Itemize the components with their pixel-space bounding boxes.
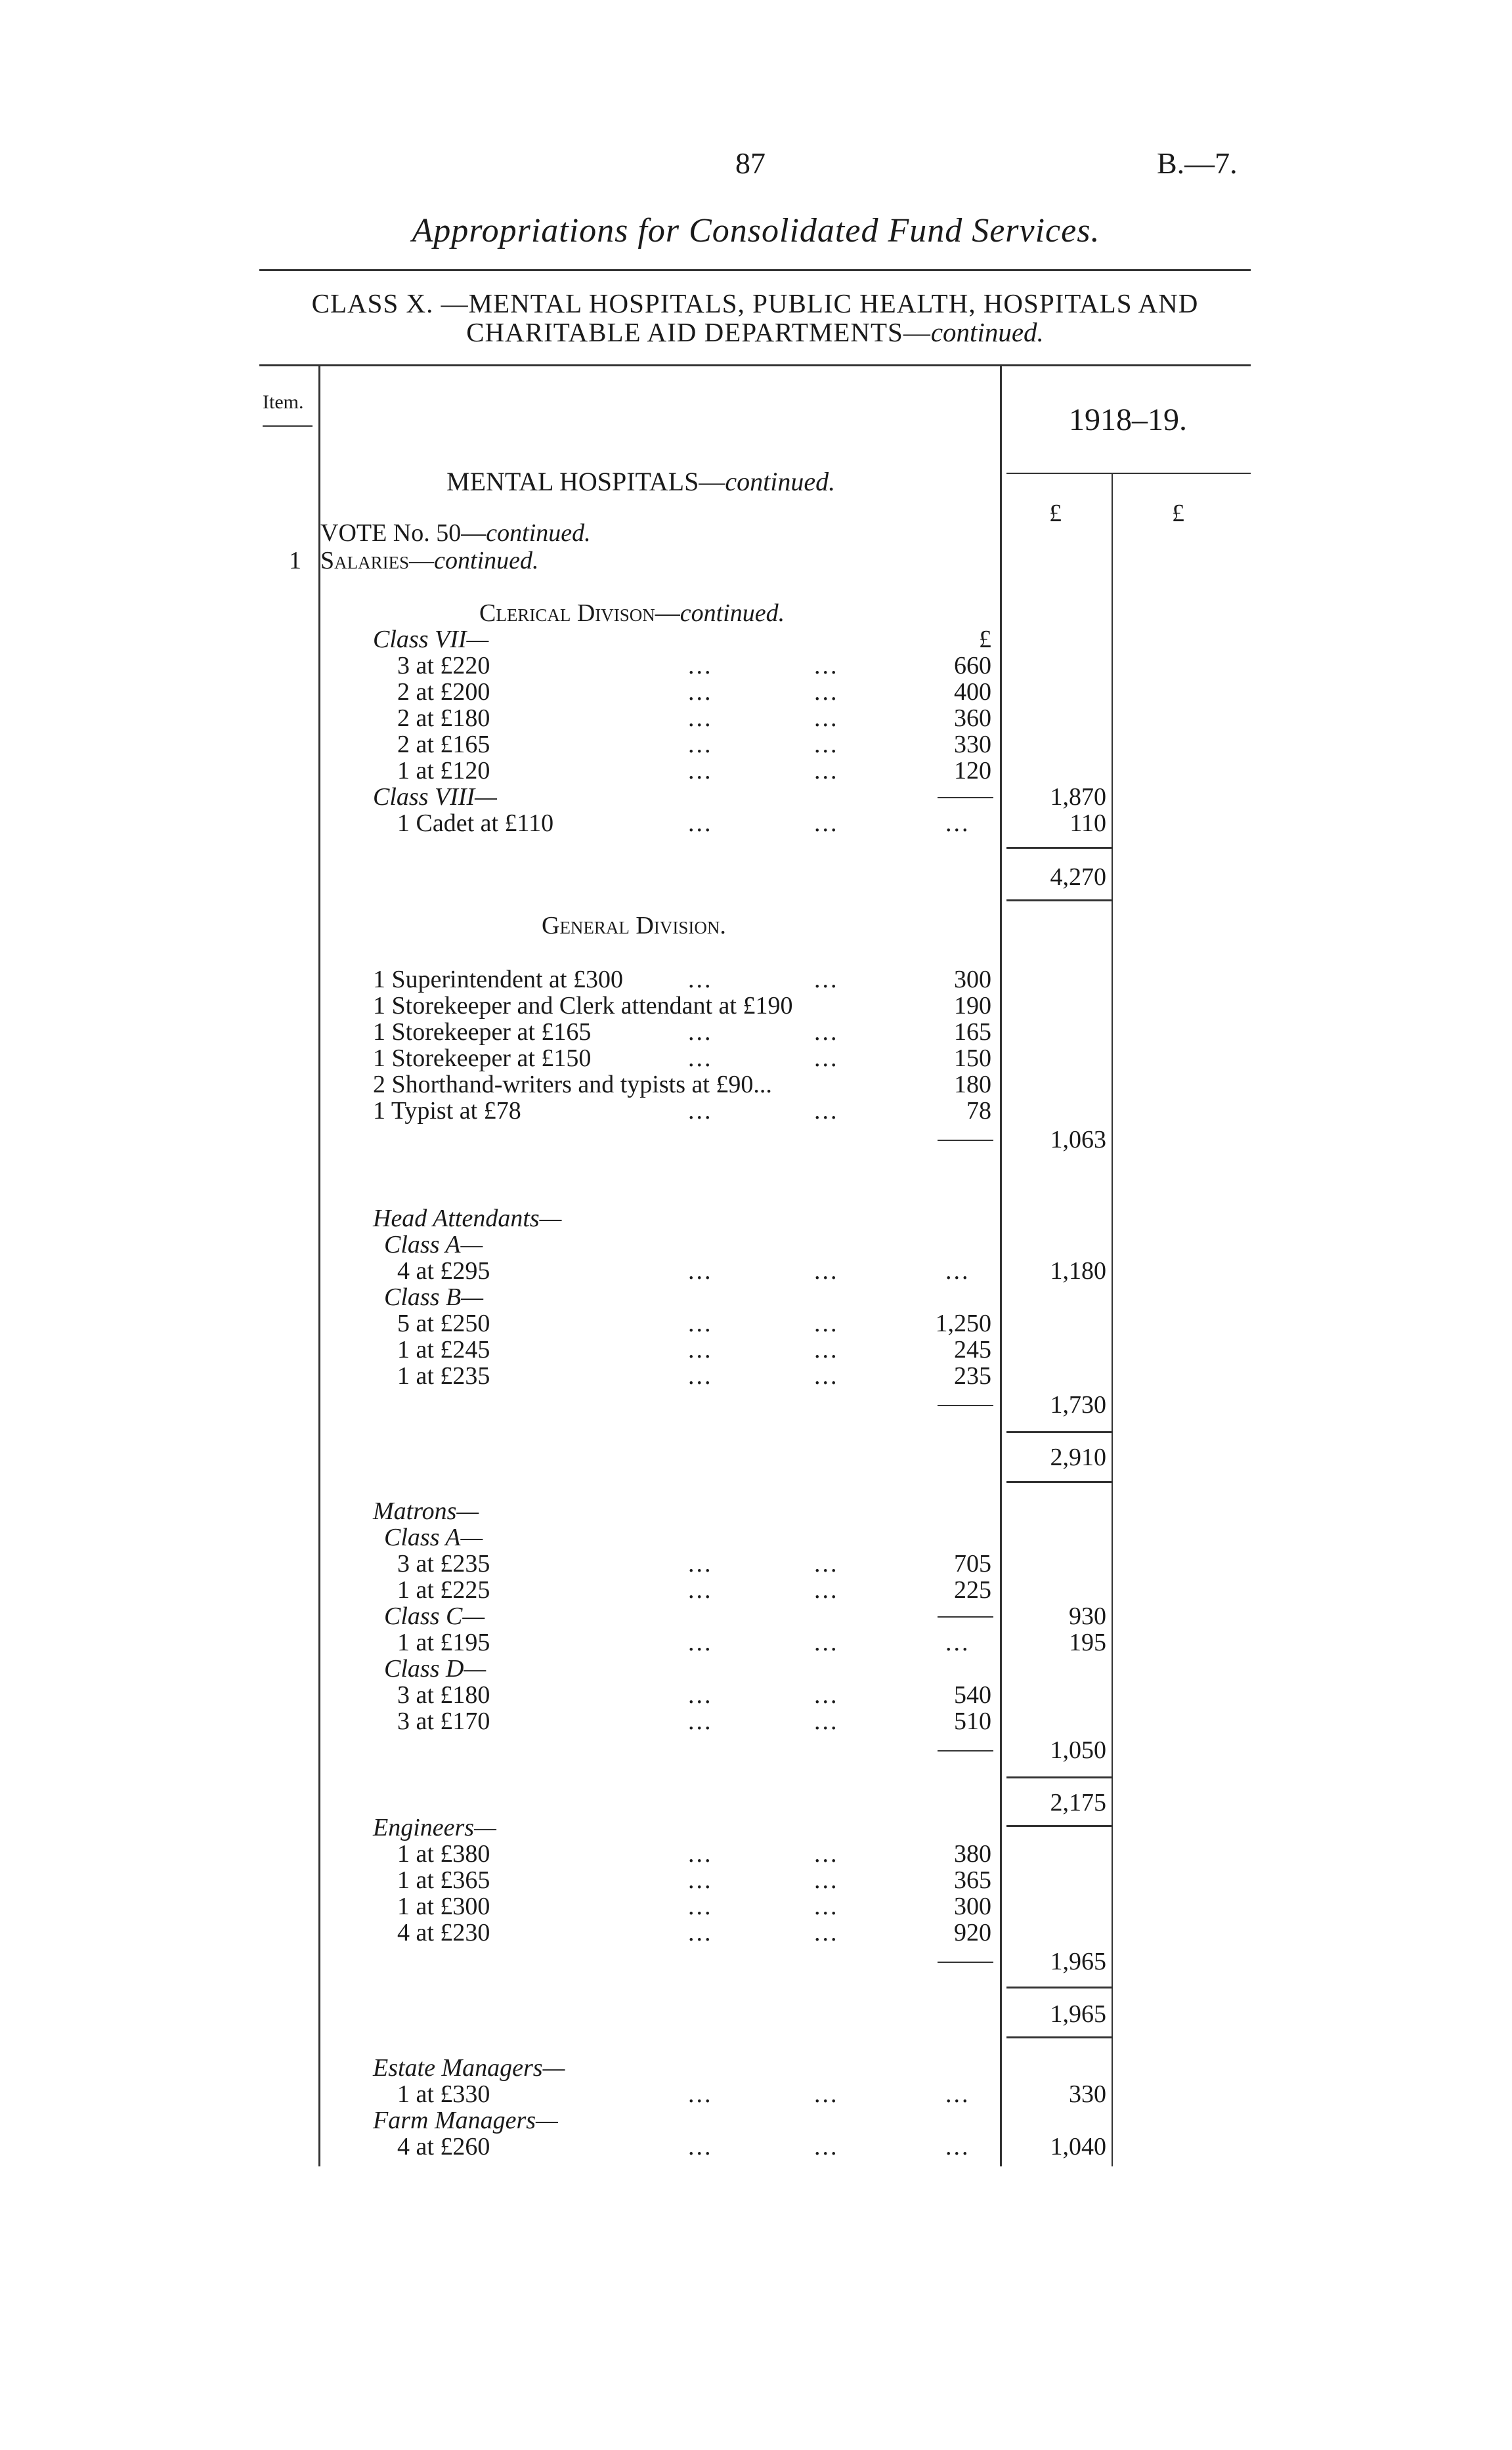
head-attendants-b-label: 5 at £250	[397, 1310, 490, 1337]
total-rule	[1006, 1987, 1112, 1988]
estate-managers-amount: 330	[1069, 2080, 1106, 2108]
head-attendants-b-amount: 245	[954, 1336, 991, 1364]
page-reference: B.—7.	[1157, 146, 1238, 180]
leader-dots: ...	[814, 1629, 839, 1656]
leader-dots: ...	[814, 1362, 839, 1390]
total-rule	[1006, 1431, 1112, 1433]
leader-dots: ...	[814, 704, 839, 732]
clerical-row-amount: 120	[954, 757, 991, 784]
matrons-c-label: 1 at £195	[397, 1629, 490, 1656]
leader-dots: ...	[814, 1018, 839, 1046]
general-row-label: 2 Shorthand-writers and typists at £90...	[373, 1071, 772, 1098]
clerical-row-amount: 360	[954, 704, 991, 732]
general-row-label: 1 Storekeeper at £150	[373, 1044, 592, 1072]
leader-dots: ...	[688, 704, 713, 732]
leader-dots: ...	[814, 1097, 839, 1125]
leader-dots: ...	[688, 1576, 713, 1604]
leader-dots: ...	[688, 966, 713, 993]
leader-dots: ...	[688, 1629, 713, 1656]
general-row-amount: 190	[954, 992, 991, 1020]
leader-dots: ...	[814, 966, 839, 993]
leader-dots: ...	[814, 1310, 839, 1337]
leader-dots: ...	[814, 1840, 839, 1868]
leader-dots: ...	[688, 1919, 713, 1946]
salaries-line: Salaries—continued.	[320, 547, 539, 574]
item-header-underline	[263, 425, 313, 427]
year-subcolumn-line	[1112, 474, 1113, 2166]
head-attendants-a-amount: 1,180	[1050, 1257, 1106, 1285]
matrons-d-label: 3 at £170	[397, 1708, 490, 1735]
matrons-d-amount: 540	[954, 1681, 991, 1709]
total-rule	[1006, 899, 1112, 901]
running-title: Appropriations for Consolidated Fund Services.	[412, 212, 1100, 249]
item-column-line	[318, 364, 320, 2166]
page-number: 87	[735, 146, 766, 180]
leader-dots: ...	[688, 1018, 713, 1046]
general-row-label: 1 Storekeeper at £165	[373, 1018, 592, 1046]
general-heading: General Division.	[542, 912, 726, 939]
leader-dots: ...	[688, 809, 713, 837]
leader-dots: ...	[688, 1550, 713, 1578]
leader-dots: ...	[814, 1681, 839, 1709]
section-title: MENTAL HOSPITALS—continued.	[446, 467, 836, 496]
total-rule	[1006, 1776, 1112, 1778]
leader-dots: ...	[945, 1629, 970, 1656]
vote-line: VOTE No. 50—continued.	[320, 519, 591, 547]
clerical-row-amount: 660	[954, 652, 991, 679]
leader-dots: ...	[945, 2080, 970, 2108]
leader-dots: ...	[688, 2080, 713, 2108]
head-attendants-class-a: Class A—	[384, 1231, 483, 1258]
estate-managers-label: 1 at £330	[397, 2080, 490, 2108]
leader-dots: ...	[688, 1840, 713, 1868]
matrons-a-amount: 705	[954, 1550, 991, 1578]
general-row-label: 1 Typist at £78	[373, 1097, 521, 1125]
engineers-row-amount: 380	[954, 1840, 991, 1868]
leader-dots: ...	[814, 1336, 839, 1364]
leader-dots: ...	[945, 2133, 970, 2160]
clerical-class8-label: Class VIII—	[373, 783, 497, 811]
engineers-heading: Engineers—	[373, 1814, 496, 1841]
engineers-total: 1,965	[1050, 2000, 1106, 2028]
matrons-class-c: Class C—	[384, 1602, 485, 1630]
clerical-heading: Clerical Divison—continued.	[479, 599, 785, 627]
clerical-row-label: 2 at £180	[397, 704, 490, 732]
leader-dots: ...	[688, 1044, 713, 1072]
matrons-total: 2,175	[1050, 1789, 1106, 1816]
engineers-row-label: 1 at £380	[397, 1840, 490, 1868]
matrons-c-amount: 195	[1069, 1629, 1106, 1656]
matrons-a-label: 1 at £225	[397, 1576, 490, 1604]
clerical-row-label: 2 at £200	[397, 678, 490, 706]
leader-dots: ...	[945, 1257, 970, 1285]
general-row-label: 1 Storekeeper and Clerk attendant at £190	[373, 992, 793, 1020]
leader-dots: ...	[688, 1708, 713, 1735]
leader-dots: ...	[688, 1310, 713, 1337]
leader-dots: ...	[688, 1681, 713, 1709]
pound-header-b: £	[1172, 500, 1184, 527]
leader-dots: ...	[688, 678, 713, 706]
leader-dots: ...	[814, 1893, 839, 1920]
leader-dots: ...	[688, 757, 713, 784]
head-attendants-total: 2,910	[1050, 1444, 1106, 1471]
head-attendants-heading: Head Attendants—	[373, 1205, 562, 1232]
clerical-class7-label: Class VII—	[373, 626, 489, 653]
leader-dots: ...	[814, 2080, 839, 2108]
matrons-heading: Matrons—	[373, 1497, 479, 1525]
clerical-cadet-label: 1 Cadet at £110	[397, 809, 554, 837]
head-attendants-b-total: 1,730	[1050, 1391, 1106, 1419]
matrons-a-amount: 225	[954, 1576, 991, 1604]
matrons-class-a: Class A—	[384, 1524, 483, 1551]
farm-managers-amount: 1,040	[1050, 2133, 1106, 2160]
leader-dots: ...	[814, 652, 839, 679]
head-attendants-b-label: 1 at £245	[397, 1336, 490, 1364]
estate-managers-heading: Estate Managers—	[373, 2054, 565, 2082]
total-rule	[1006, 847, 1112, 849]
clerical-row-amount: 400	[954, 678, 991, 706]
total-rule	[1006, 1825, 1112, 1827]
farm-managers-heading: Farm Managers—	[373, 2107, 558, 2134]
clerical-total: 4,270	[1050, 863, 1106, 891]
engineers-row-amount: 365	[954, 1866, 991, 1894]
leader-dots: ...	[814, 1866, 839, 1894]
leader-dots: ...	[688, 2133, 713, 2160]
leader-dots: ...	[814, 1708, 839, 1735]
table-top-rule	[259, 364, 1251, 366]
item-number: 1	[289, 547, 301, 574]
year-header-rule	[1006, 473, 1251, 474]
head-attendants-class-b: Class B—	[384, 1283, 483, 1311]
leader-dots: ...	[945, 809, 970, 837]
engineers-subtotal: 1,965	[1050, 1948, 1106, 1975]
year-column-header: 1918–19.	[1069, 402, 1187, 437]
leader-dots: ...	[688, 652, 713, 679]
leader-dots: ...	[688, 731, 713, 758]
leader-dots: ...	[688, 1362, 713, 1390]
general-total: 1,063	[1050, 1126, 1106, 1153]
clerical-row-label: 2 at £165	[397, 731, 490, 758]
general-row-amount: 300	[954, 966, 991, 993]
engineers-row-amount: 300	[954, 1893, 991, 1920]
general-row-amount: 180	[954, 1071, 991, 1098]
matrons-d-total: 1,050	[1050, 1736, 1106, 1764]
leader-dots: ...	[814, 2133, 839, 2160]
head-attendants-b-amount: 235	[954, 1362, 991, 1390]
leader-dots: ...	[814, 1919, 839, 1946]
class-heading-line1: CLASS X. —MENTAL HOSPITALS, PUBLIC HEALTH, HOSPITALS AND	[311, 288, 1199, 318]
general-row-amount: 165	[954, 1018, 991, 1046]
engineers-row-label: 1 at £365	[397, 1866, 490, 1894]
leader-dots: ...	[814, 757, 839, 784]
general-row-label: 1 Superintendent at £300	[373, 966, 623, 993]
engineers-row-label: 1 at £300	[397, 1893, 490, 1920]
matrons-class-d: Class D—	[384, 1655, 486, 1683]
leader-dots: ...	[814, 809, 839, 837]
pound-header-a: £	[1049, 500, 1062, 527]
pound-sign-inner: £	[979, 626, 991, 653]
header-rule	[259, 269, 1251, 271]
clerical-cadet-amount: 110	[1069, 809, 1106, 837]
leader-dots: ...	[814, 1257, 839, 1285]
general-row-amount: 78	[966, 1097, 991, 1125]
clerical-row-label: 3 at £220	[397, 652, 490, 679]
matrons-d-amount: 510	[954, 1708, 991, 1735]
leader-dots: ...	[814, 1576, 839, 1604]
leader-dots: ...	[688, 1866, 713, 1894]
farm-managers-label: 4 at £260	[397, 2133, 490, 2160]
class-heading	[259, 289, 1251, 347]
total-rule	[1006, 1481, 1112, 1483]
leader-dots: ...	[688, 1336, 713, 1364]
matrons-a-total: 930	[1069, 1602, 1106, 1630]
leader-dots: ...	[814, 1550, 839, 1578]
clerical-row-label: 1 at £120	[397, 757, 490, 784]
class-heading-line2: CHARITABLE AID DEPARTMENTS—continued.	[466, 317, 1044, 347]
leader-dots: ...	[688, 1097, 713, 1125]
leader-dots: ...	[688, 1257, 713, 1285]
leader-dots: ...	[814, 1044, 839, 1072]
engineers-row-label: 4 at £230	[397, 1919, 490, 1946]
leader-dots: ...	[814, 678, 839, 706]
clerical-class7-total: 1,870	[1050, 783, 1106, 811]
head-attendants-b-amount: 1,250	[935, 1310, 991, 1337]
total-rule	[1006, 2036, 1112, 2038]
leader-dots: ...	[814, 731, 839, 758]
item-column-header: Item.	[263, 391, 304, 413]
clerical-row-amount: 330	[954, 731, 991, 758]
head-attendants-b-label: 1 at £235	[397, 1362, 490, 1390]
engineers-row-amount: 920	[954, 1919, 991, 1946]
head-attendants-a-label: 4 at £295	[397, 1257, 490, 1285]
general-row-amount: 150	[954, 1044, 991, 1072]
matrons-a-label: 3 at £235	[397, 1550, 490, 1578]
matrons-d-label: 3 at £180	[397, 1681, 490, 1709]
leader-dots: ...	[688, 1893, 713, 1920]
